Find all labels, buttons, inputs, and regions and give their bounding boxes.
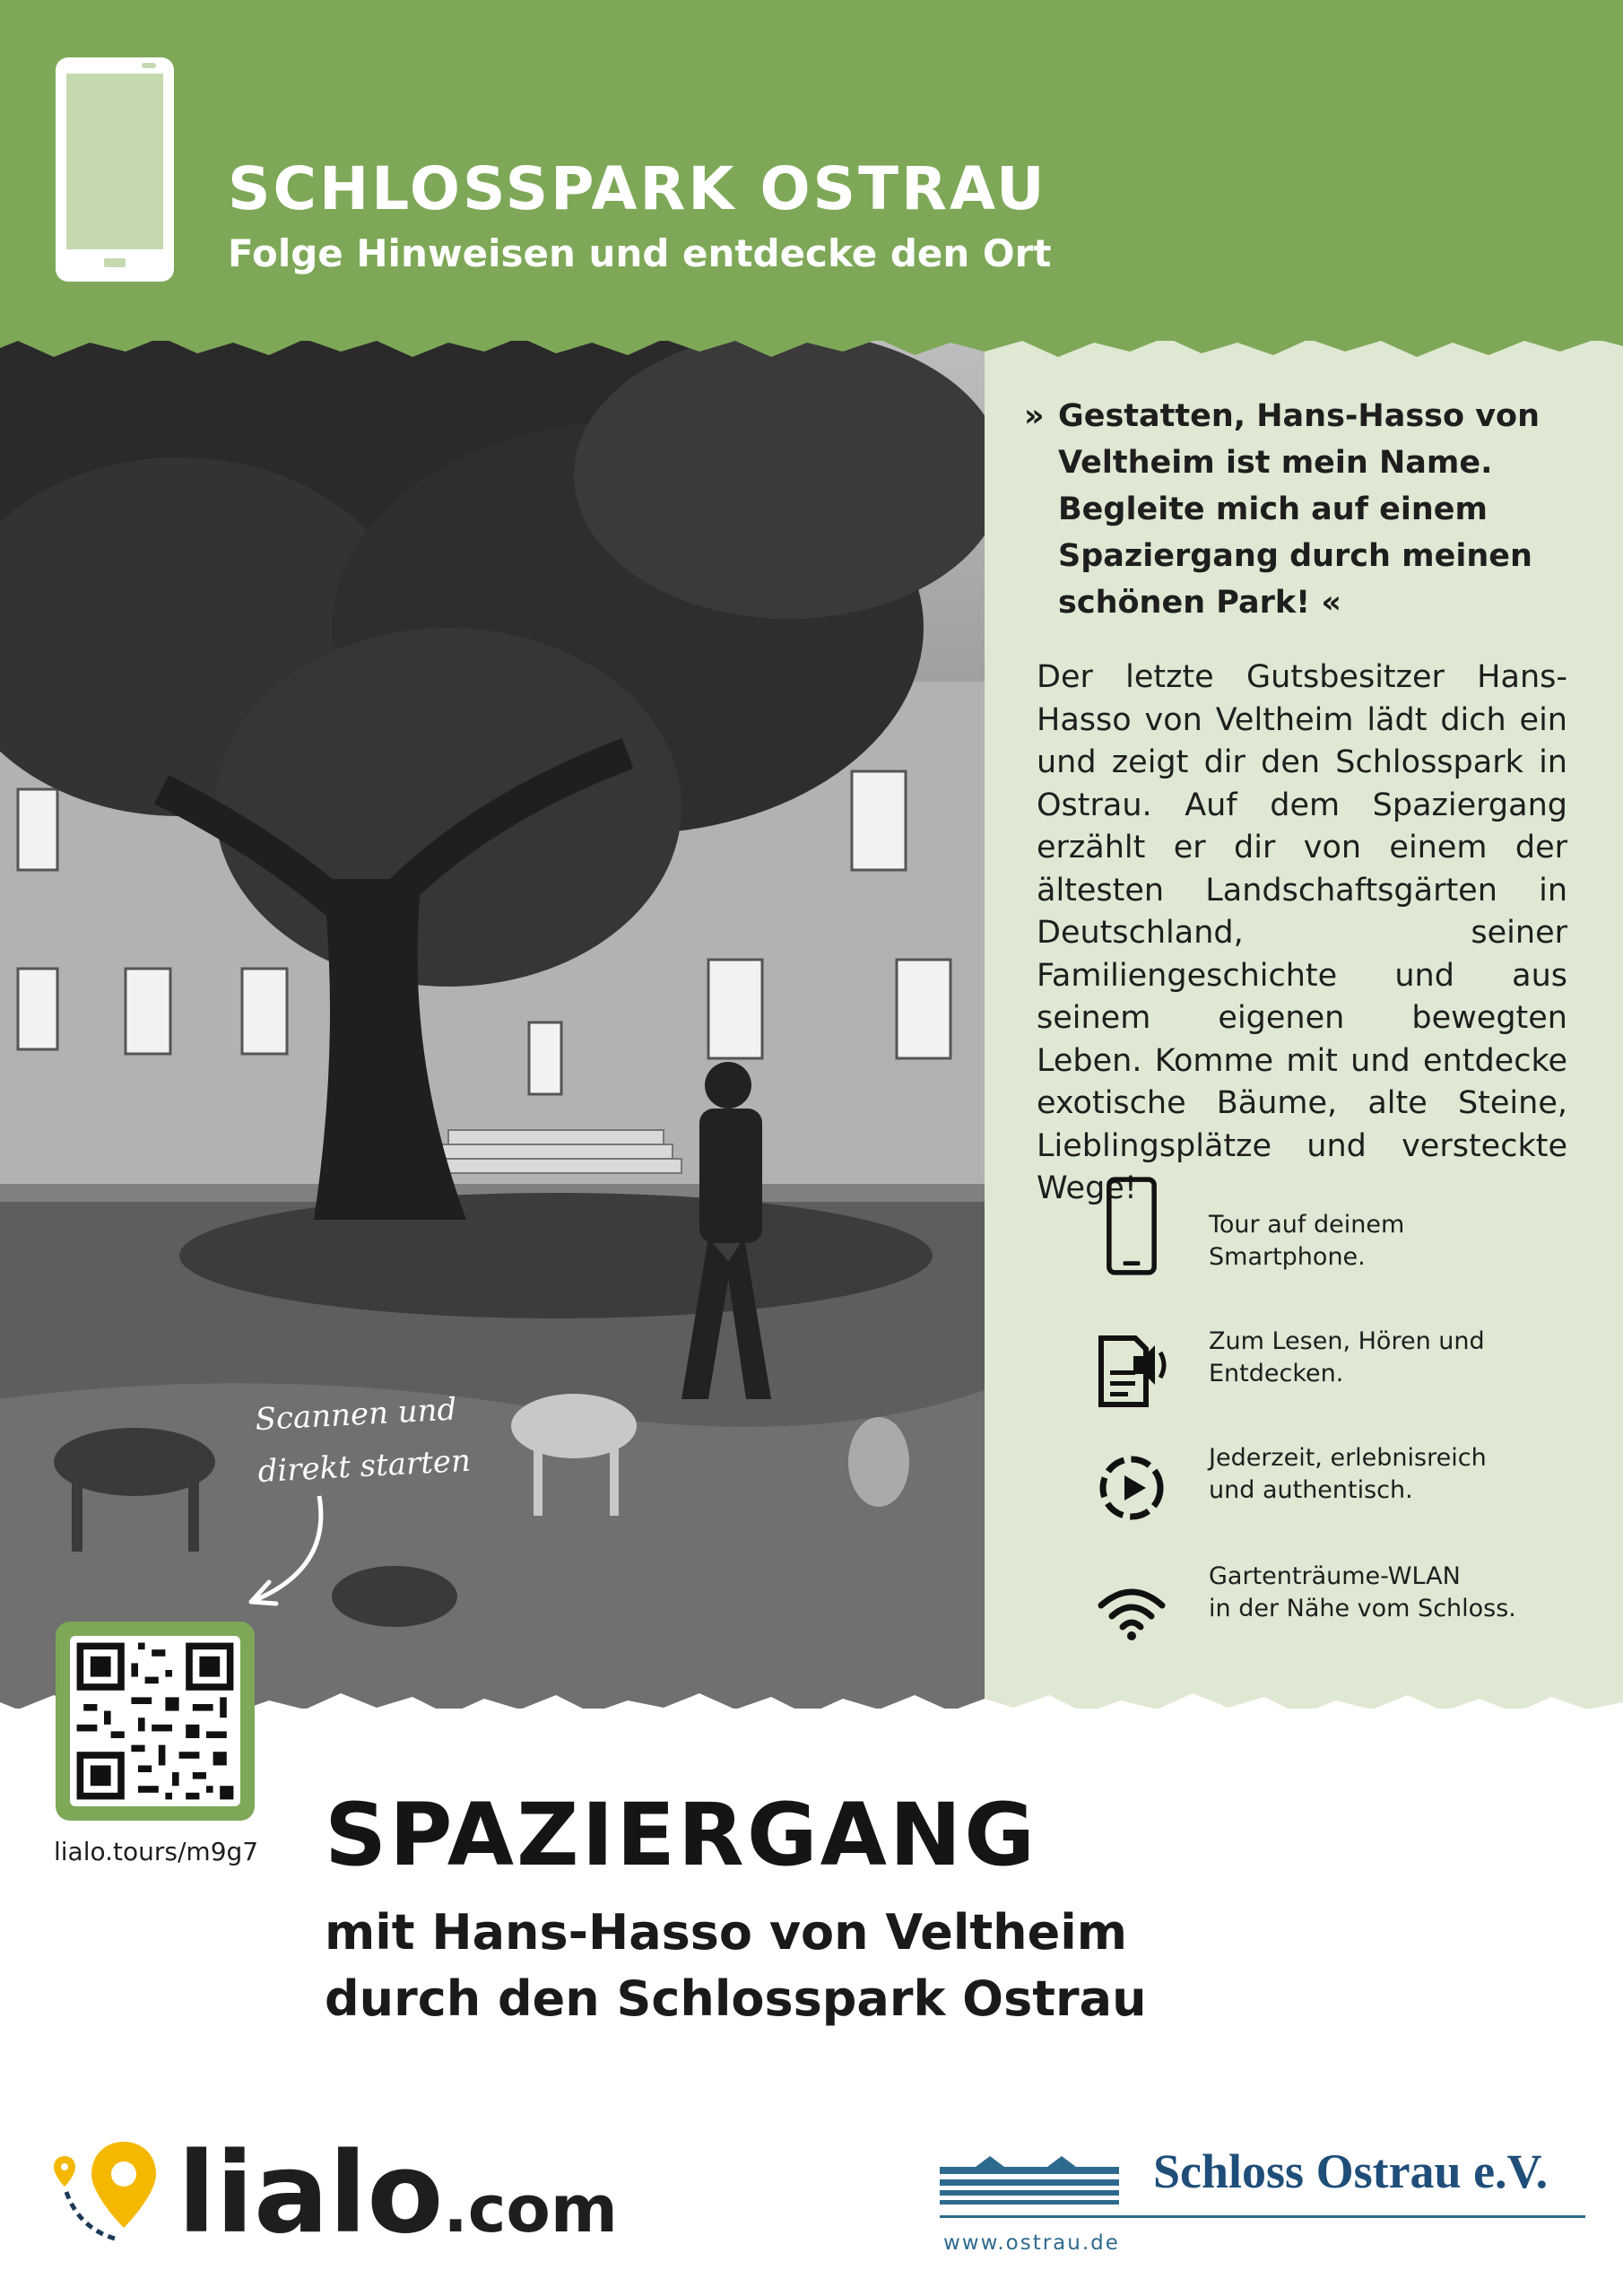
feature-text-line2: Smartphone.: [1209, 1243, 1366, 1271]
quote-mark: »: [1024, 398, 1045, 434]
wifi-icon: [1096, 1561, 1167, 1659]
schloss-ostrau-logo-icon: [940, 2151, 1119, 2206]
feature-text-line1: Gartenträume-WLAN: [1209, 1562, 1461, 1590]
quote-text: Gestatten, Hans-Hasso von Veltheim ist mein Name. Begleite mich auf einem Spaziergang durch meinen schönen Park! «: [1058, 398, 1541, 621]
ostrau-url[interactable]: www.ostrau.de: [943, 2231, 1120, 2255]
scan-hint-line1: Scannen und: [254, 1391, 458, 1439]
ostrau-name: Schloss Ostrau e.V.: [1153, 2144, 1549, 2198]
scan-hint-line2: direkt starten: [256, 1442, 472, 1491]
lialo-brand: lialo: [178, 2129, 444, 2258]
document-audio-icon: [1096, 1322, 1167, 1421]
feature-text-line1: Zum Lesen, Hören und: [1209, 1327, 1485, 1355]
feature-text-line2: Entdecken.: [1209, 1360, 1344, 1387]
curved-arrow-icon: [233, 1489, 332, 1614]
main-subtitle-line1: mit Hans-Hasso von Veltheim: [325, 1904, 1128, 1961]
qr-link[interactable]: lialo.tours/m9g7: [54, 1837, 259, 1866]
main-subtitle-line2: durch den Schlosspark Ostrau: [325, 1970, 1147, 2027]
feature-text-line2: und authentisch.: [1209, 1476, 1413, 1504]
header-title: SCHLOSSPARK OSTRAU: [228, 154, 1047, 223]
smartphone-icon: [1096, 1177, 1167, 1275]
feature-anytime: [1096, 1439, 1598, 1537]
lialo-domain: .com: [443, 2171, 618, 2247]
play-circle-icon: [1096, 1439, 1167, 1537]
feature-text-line2: in der Nähe vom Schloss.: [1209, 1595, 1516, 1622]
historic-park-photo: [0, 341, 985, 1709]
feature-read-listen: [1096, 1322, 1598, 1421]
ostrau-divider: [940, 2215, 1585, 2218]
feature-text-line1: Tour auf deinem: [1209, 1211, 1405, 1239]
feature-wifi: [1096, 1561, 1598, 1659]
scan-hint: [254, 1383, 472, 1498]
qr-code-pattern: [70, 1636, 240, 1806]
feature-text-line1: Jederzeit, erlebnisreich: [1209, 1444, 1487, 1472]
intro-quote: [1024, 393, 1560, 626]
smartphone-icon: [52, 54, 178, 285]
intro-paragraph: Der letzte Gutsbesitzer Hans-Hasso von Veltheim lädt dich ein und zeigt dir den Schlosspark in Ostrau. Auf dem Spaziergang erzählt er dir von einem der ältesten Landschaftsgärten in Deutschland, seiner Familiengeschichte und aus seinem eigenen bewegten Leben. Komme mit und entdecke exotische Bäume, alte Steine, Lieblingsplätze und versteckte Wege!: [1037, 659, 1567, 1206]
lialo-logo-icon: [52, 2138, 169, 2246]
main-title: SPAZIERGANG: [325, 1785, 1038, 1885]
qr-code[interactable]: [56, 1622, 255, 1821]
feature-smartphone: [1096, 1177, 1598, 1275]
header-subtitle: Folge Hinweisen und entdecke den Ort: [228, 231, 1052, 275]
torn-edge-top: [0, 316, 1623, 378]
main-subtitle: [325, 1900, 1147, 2032]
lialo-wordmark: [178, 2129, 618, 2258]
